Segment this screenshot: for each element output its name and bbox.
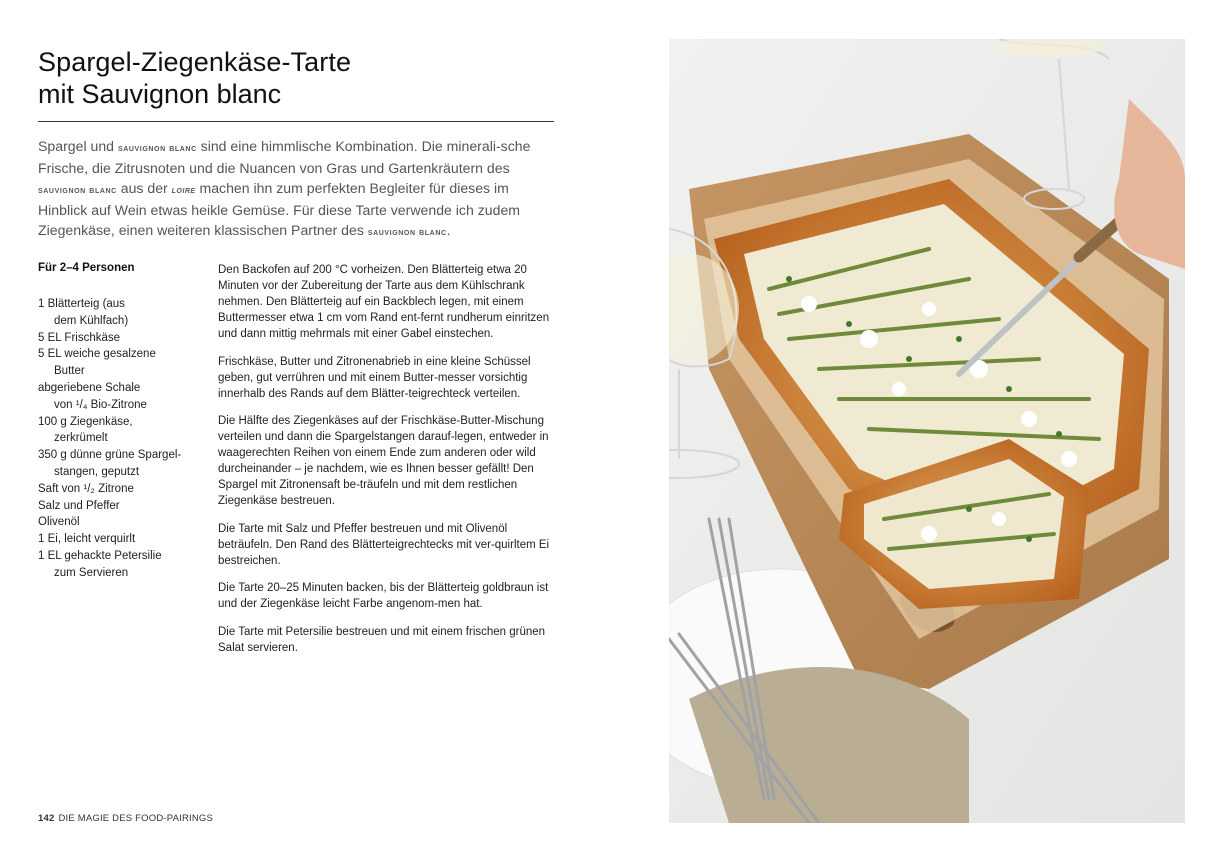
ingredient-item [38,531,208,548]
page-number: 142 [38,813,55,824]
method-step: Die Hälfte des Ziegenkäses auf der Frischkäse-Butter-Mischung verteilen und dann die Spargelstangen darauf-legen, entweder in waagerechten Reihen von einem Ende zum anderen oder wild durcheinander – je nachdem, wie es Ihnen besser gefällt! Den Spargel mit Zitronensaft be-träufeln und mit dem restlichen Ziegenkäse bestreuen. [218,415,549,507]
recipe-title: Spargel-Ziegenkäse-Tarte [38,47,352,77]
ingredient-text-continued: zum Servieren [54,566,129,579]
ingredient-item [38,380,208,414]
wine-term: sauvignon blanc [367,226,447,238]
method-steps [218,262,558,667]
ingredient-text-continued: stangen, geputzt [54,465,140,478]
ingredient-text: 1 Blätterteig (aus [38,298,125,310]
ingredient-item [38,447,208,481]
intro-paragraph [38,136,558,242]
ingredient-item [38,514,208,531]
ingredient-text: 100 g Ziegenkäse, [38,415,133,428]
ingredient-text-continued: dem Kühlfach) [54,314,129,327]
wine-term: loire [171,184,196,196]
method-step: Frischkäse, Butter und Zitronenabrieb in eine kleine Schüssel geben, gut verrühren und mit einem Butter-messer vorsichtig innerhalb des Rands auf dem Blätter-teigrechteck verteilen. [218,355,531,400]
ingredient-item [38,481,208,498]
ingredient-item [38,414,208,448]
intro-text: . [446,222,451,238]
tart-photo [669,39,1185,823]
ingredient-text: abgeriebene Schale [38,381,141,394]
ingredient-text: 1 EL gehackte Petersilie [38,549,162,562]
servings-label: Für 2–4 Personen [38,262,135,274]
page-footer [38,813,213,824]
method-step: Die Tarte 20–25 Minuten backen, bis der Blätterteig goldbraun ist und der Ziegenkäse leicht Farbe angenom-men hat. [218,582,549,610]
intro-text: machen ihn zum perfekten Begleiter für dieses im Hinblick auf Wein etwas heikle Gemüse. Für diese Tarte verwende ich zudem Ziegenkäse, einen weiteren klassischen Partner des [38,180,521,238]
ingredient-text: Saft von ¹/₂ Zitrone [38,482,134,495]
ingredient-text: 1 Ei, leicht verquirlt [38,533,136,546]
method-step: Den Backofen auf 200 °C vorheizen. Den Blätterteig etwa 20 Minuten vor der Zubereitung der Tarte aus dem Kühlschrank nehmen. Den Blätterteig auf ein Backblech legen, mit einem Buttermesser etwa 1 cm vom Rand ent-fernt rundherum einritzen und dann mittig mehrmals mit einer Gabel einstechen. [218,264,550,340]
ingredient-text: 350 g dünne grüne Spargel- [38,449,182,462]
method-step: Die Tarte mit Petersilie bestreuen und mit einem frischen grünen Salat servieren. [218,625,546,654]
ingredient-item [38,548,208,582]
ingredient-item [38,296,208,330]
ingredient-text: Salz und Pfeffer [38,499,120,512]
ingredient-item [38,498,208,515]
intro-text: Spargel und [38,138,118,154]
tart-photo-illustration [669,39,1185,823]
wine-term: sauvignon blanc [117,142,197,154]
intro-text: sind eine himmlische Kombination. Die minerali-sche Frische, die Zitrusnoten und die Nuancen von Gras und Gartenkräutern des [38,138,531,176]
ingredient-text-continued: zerkrümelt [54,432,108,445]
recipe-subtitle: mit Sauvignon blanc [38,79,282,109]
ingredient-item [38,346,208,380]
ingredient-text-continued: Butter [54,365,85,378]
ingredient-text: 5 EL Frischkäse [38,331,121,344]
ingredient-item [38,330,208,347]
section-name: DIE MAGIE DES FOOD-PAIRINGS [58,813,214,824]
ingredient-text: 5 EL weiche gesalzene [38,348,156,361]
wine-term: sauvignon blanc [38,184,117,196]
title-divider [38,121,554,122]
ingredient-list [38,296,208,582]
intro-text: aus der [116,180,172,196]
ingredient-text: Olivenöl [38,516,80,529]
method-step: Die Tarte mit Salz und Pfeffer bestreuen und mit Olivenöl beträufeln. Den Rand des Blätterteigrechtecks mit ver-quirltem Ei bestreichen. [218,522,550,567]
ingredient-text-continued: von ¹/₄ Bio-Zitrone [54,398,147,411]
